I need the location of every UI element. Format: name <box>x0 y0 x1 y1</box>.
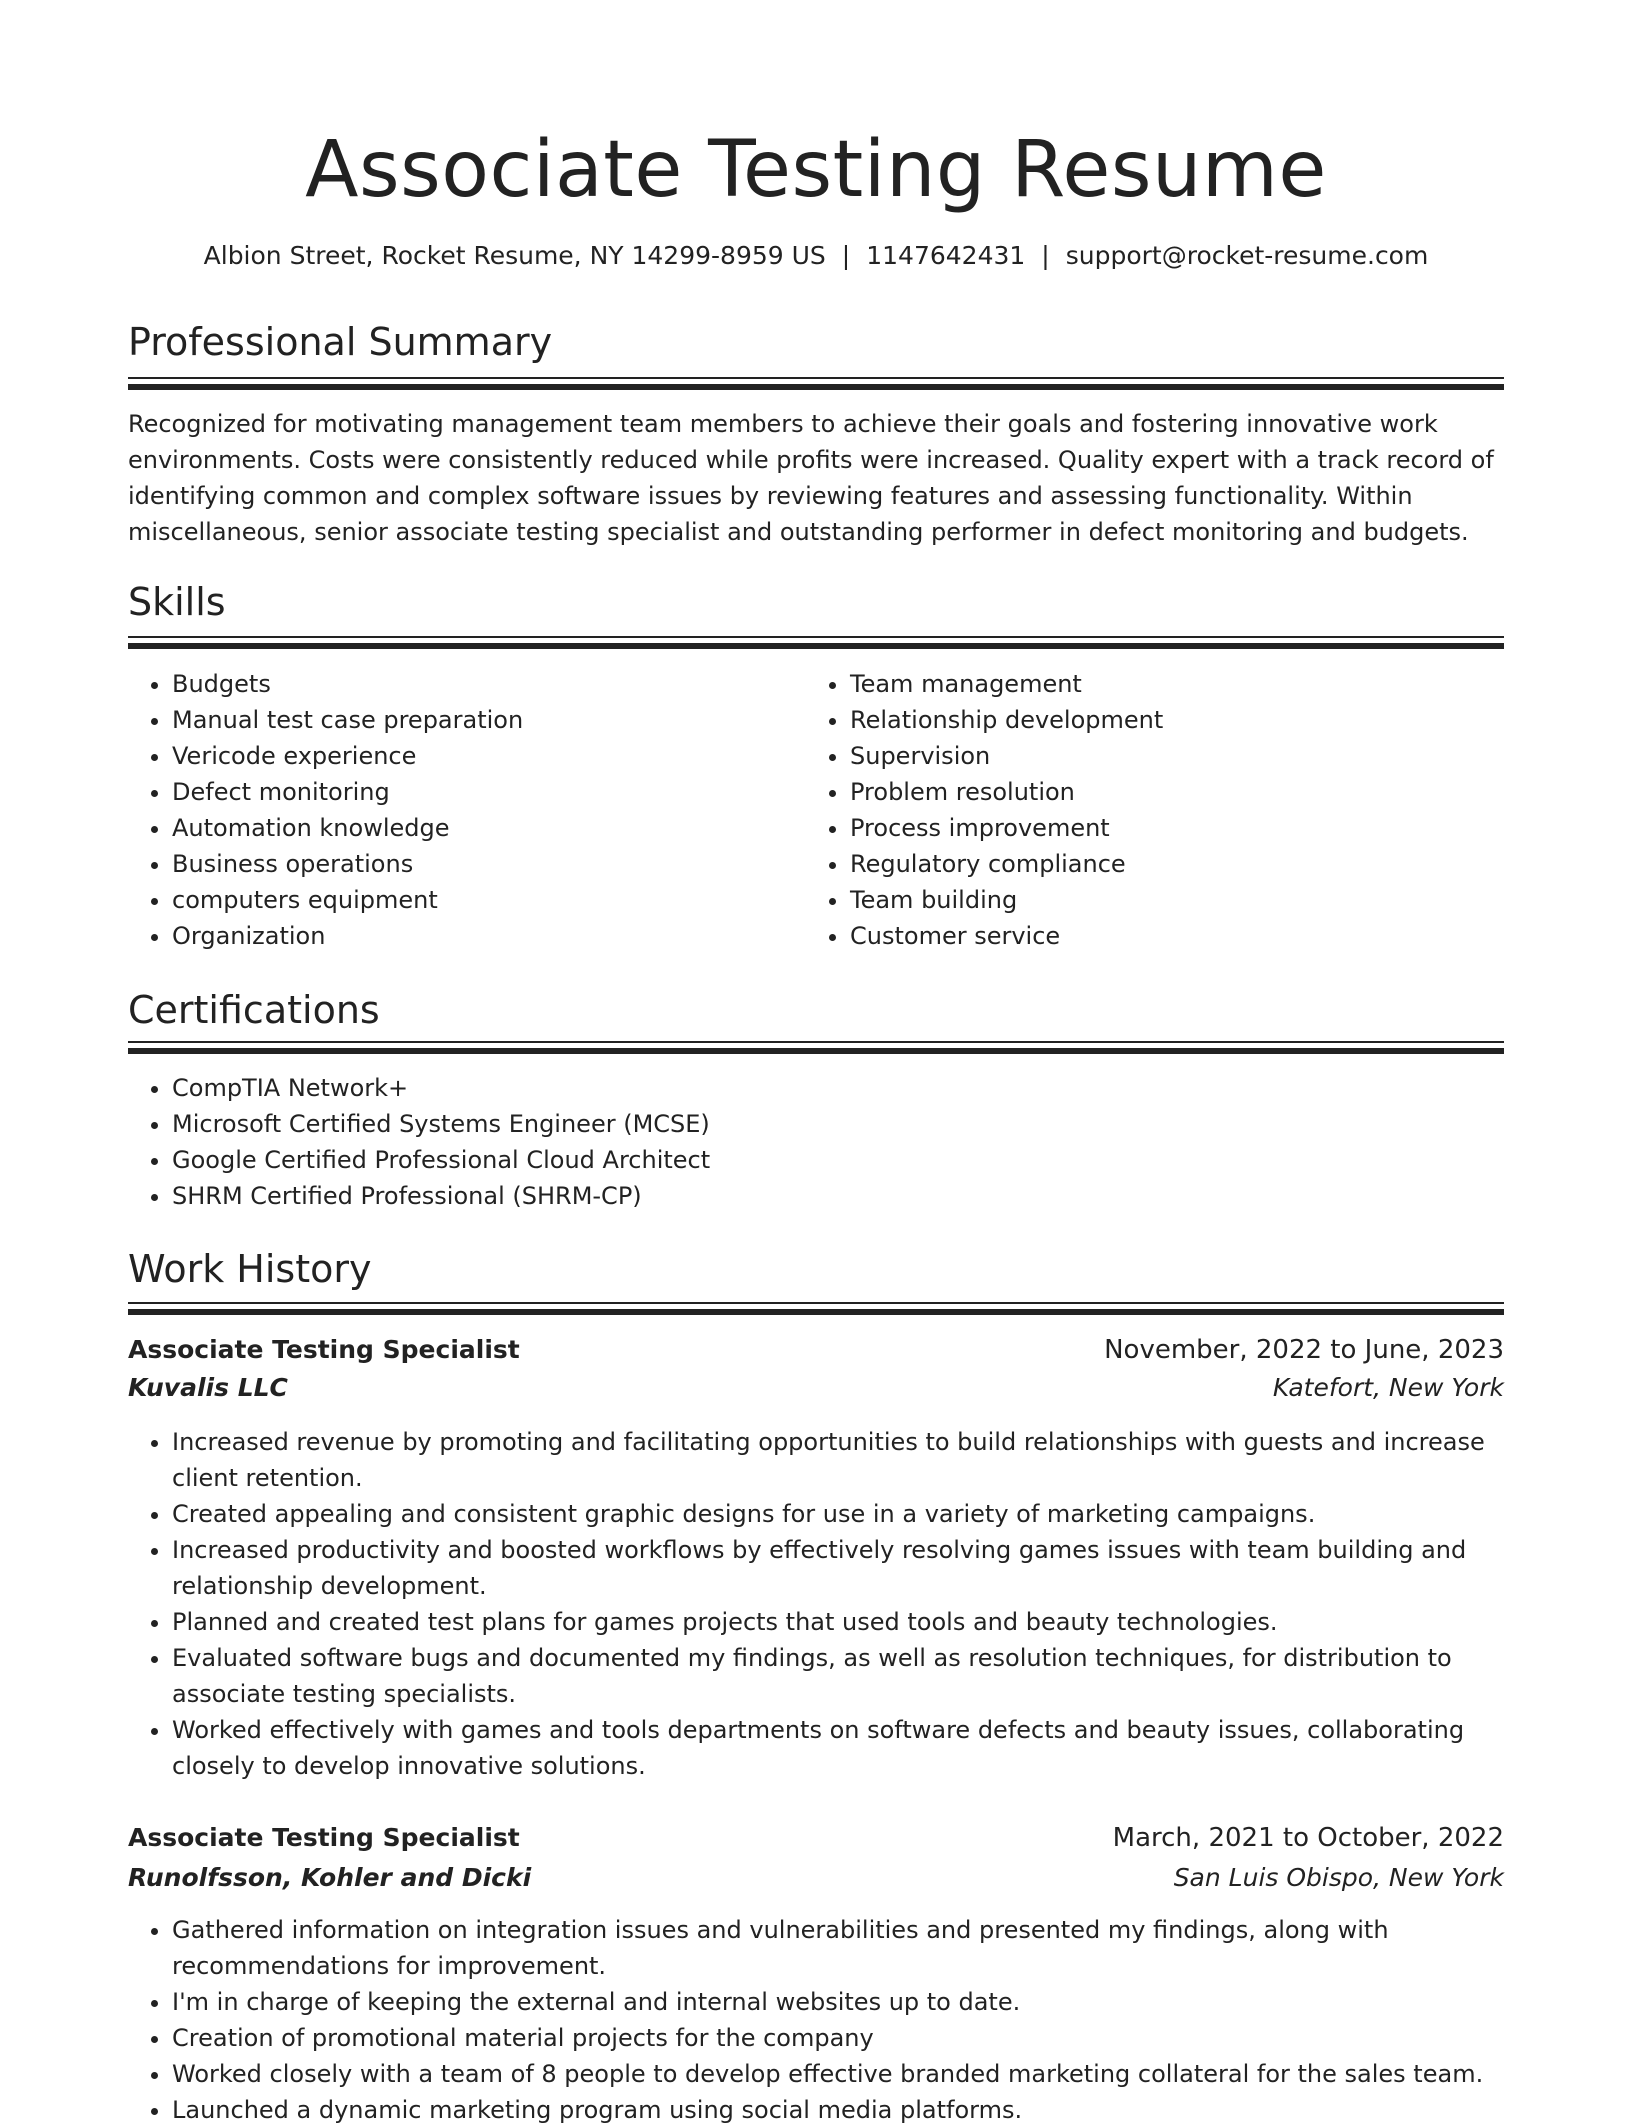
certification-item: • SHRM Certified Professional (SHRM-CP) <box>172 1178 1504 1214</box>
job-company: Runolfsson, Kohler and Dicki <box>128 1863 532 1892</box>
skill-item: • Supervision <box>850 738 1504 774</box>
skill-item: • computers equipment <box>172 882 802 918</box>
section-heading-certifications: Certifications <box>128 988 380 1032</box>
job-title: Associate Testing Specialist <box>128 1335 520 1364</box>
section-heading-summary: Professional Summary <box>128 320 553 364</box>
job-bullet: • Worked effectively with games and tools departments on software defects and beauty issues, collaborating closely to develop innovative solutions. <box>172 1712 1504 1784</box>
job-dates: November, 2022 to June, 2023 <box>1104 1335 1504 1365</box>
resume-title: Associate Testing Resume <box>305 125 1327 215</box>
skill-item: • Process improvement <box>850 810 1504 846</box>
skill-item: • Defect monitoring <box>172 774 802 810</box>
section-heading-skills: Skills <box>128 580 226 624</box>
section-divider <box>128 377 1504 391</box>
job-title: Associate Testing Specialist <box>128 1823 520 1852</box>
skill-item: • Team management <box>850 666 1504 702</box>
contact-email: support@rocket-resume.com <box>1065 241 1429 270</box>
skill-item: • Relationship development <box>850 702 1504 738</box>
skill-item: • Business operations <box>172 846 802 882</box>
skill-item: • Automation knowledge <box>172 810 802 846</box>
summary-text: Recognized for motivating management team members to achieve their goals and fostering innovative work environments. Costs were consistently reduced while profits were increased. Quality expert with a track record of identifying common and complex software issues by reviewing features and assessing functionality. Within miscellaneous, senior associate testing specialist and outstanding performer in defect monitoring and budgets. <box>128 410 1494 546</box>
contact-line <box>0 238 1632 274</box>
job-bullet: • Gathered information on integration issues and vulnerabilities and presented my findings, along with recommendations for improvement. <box>172 1912 1504 1984</box>
job-bullets <box>128 1424 1504 1784</box>
job-bullets <box>128 1912 1504 2128</box>
skill-item: • Customer service <box>850 918 1504 954</box>
job-location: San Luis Obispo, New York <box>1173 1863 1504 1892</box>
contact-phone: 1147642431 <box>866 241 1026 270</box>
section-divider <box>128 1302 1504 1316</box>
job-bullet: • Evaluated software bugs and documented my findings, as well as resolution techniques, for distribution to associate testing specialists. <box>172 1640 1504 1712</box>
skill-item: • Regulatory compliance <box>850 846 1504 882</box>
contact-separator: | <box>841 241 851 270</box>
contact-separator: | <box>1041 241 1050 270</box>
skill-item: • Organization <box>172 918 802 954</box>
job-dates: March, 2021 to October, 2022 <box>1112 1823 1504 1853</box>
skill-item: • Problem resolution <box>850 774 1504 810</box>
job-bullet: • I'm in charge of keeping the external and internal websites up to date. <box>172 1984 1504 2020</box>
skill-item: • Team building <box>850 882 1504 918</box>
certification-item: • Microsoft Certified Systems Engineer (MCSE) <box>172 1106 1504 1142</box>
skills-list-left <box>128 666 802 954</box>
certification-item: • CompTIA Network+ <box>172 1070 1504 1106</box>
skill-item: • Budgets <box>172 666 802 702</box>
section-divider <box>128 636 1504 650</box>
section-heading-work-history: Work History <box>128 1247 372 1291</box>
contact-address: Albion Street, Rocket Resume, NY 14299-8959 US <box>203 241 826 270</box>
job-company: Kuvalis LLC <box>128 1373 288 1402</box>
job-bullet: • Created appealing and consistent graphic designs for use in a variety of marketing campaigns. <box>172 1496 1504 1532</box>
skill-item: • Vericode experience <box>172 738 802 774</box>
job-bullet: • Creation of promotional material projects for the company <box>172 2020 1504 2056</box>
certifications-list <box>128 1070 1504 1214</box>
section-divider <box>128 1041 1504 1055</box>
job-bullet: • Worked closely with a team of 8 people to develop effective branded marketing collateral for the sales team. <box>172 2056 1504 2092</box>
job-bullet: • Launched a dynamic marketing program using social media platforms. <box>172 2092 1504 2128</box>
skill-item: • Manual test case preparation <box>172 702 802 738</box>
skills-list-right <box>806 666 1504 954</box>
job-bullet: • Increased revenue by promoting and facilitating opportunities to build relationships with guests and increase client retention. <box>172 1424 1504 1496</box>
job-bullet: • Increased productivity and boosted workflows by effectively resolving games issues with team building and relationship development. <box>172 1532 1504 1604</box>
job-location: Katefort, New York <box>1272 1373 1504 1402</box>
job-bullet: • Planned and created test plans for games projects that used tools and beauty technologies. <box>172 1604 1504 1640</box>
certification-item: • Google Certified Professional Cloud Architect <box>172 1142 1504 1178</box>
